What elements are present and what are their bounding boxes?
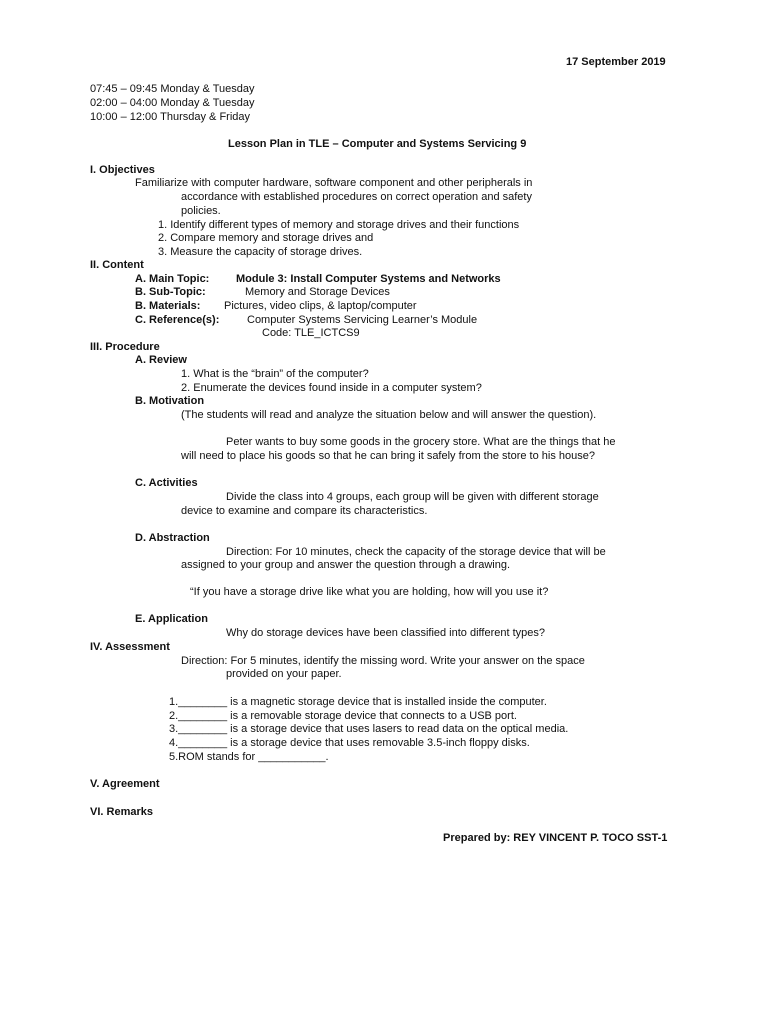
assessment-item: 2.________ is a removable storage device that connects to a USB port. [169,710,517,722]
review-item: 2. Enumerate the devices found inside in a computer system? [181,382,482,394]
schedule-line: 07:45 – 09:45 Monday & Tuesday [90,83,255,95]
agreement-heading: V. Agreement [90,778,160,790]
main-topic-label: A. Main Topic: [135,273,210,285]
objective-item: 3. Measure the capacity of storage drives. [158,246,363,258]
application-label: E. Application [135,613,208,625]
sub-topic-value: Memory and Storage Devices [245,286,390,298]
content-heading: II. Content [90,259,144,271]
objectives-intro: policies. [181,205,221,217]
materials-value: Pictures, video clips, & laptop/computer [224,300,417,312]
review-label: A. Review [135,354,187,366]
motivation-label: B. Motivation [135,395,205,407]
review-item: 1. What is the “brain” of the computer? [181,368,369,380]
assessment-item: 3.________ is a storage device that uses lasers to read data on the optical media. [169,723,569,735]
activities-label: C. Activities [135,477,198,489]
objectives-heading: I. Objectives [90,164,155,176]
activities-text: device to examine and compare its characteristics. [181,505,428,517]
reference-label: C. Reference(s): [135,314,220,326]
procedure-heading: III. Procedure [90,341,160,353]
assessment-direction: provided on your paper. [226,668,342,680]
assessment-item: 5.ROM stands for ___________. [169,751,329,763]
assessment-item: 1.________ is a magnetic storage device that is installed inside the computer. [169,696,547,708]
reference-code: Code: TLE_ICTCS9 [262,327,360,339]
assessment-direction: Direction: For 5 minutes, identify the missing word. Write your answer on the space [181,655,585,667]
schedule-line: 10:00 – 12:00 Thursday & Friday [90,111,251,123]
abstraction-text: assigned to your group and answer the question through a drawing. [181,559,510,571]
sub-topic-label: B. Sub-Topic: [135,286,206,298]
assessment-heading: IV. Assessment [90,641,170,653]
abstraction-question: “If you have a storage drive like what you are holding, how will you use it? [190,586,549,598]
remarks-heading: VI. Remarks [90,806,153,818]
prepared-by: Prepared by: REY VINCENT P. TOCO SST-1 [443,832,668,844]
objective-item: 2. Compare memory and storage drives and [158,232,374,244]
objective-item: 1. Identify different types of memory and storage drives and their functions [158,219,520,231]
motivation-story: Peter wants to buy some goods in the grocery store. What are the things that he [226,436,616,448]
application-text: Why do storage devices have been classified into different types? [226,627,545,639]
schedule-line: 02:00 – 04:00 Monday & Tuesday [90,97,255,109]
activities-text: Divide the class into 4 groups, each group will be given with different storage [226,491,599,503]
document-date: 17 September 2019 [566,56,666,68]
objectives-intro: Familiarize with computer hardware, software component and other peripherals in [135,177,533,189]
document-title: Lesson Plan in TLE – Computer and Systems Servicing 9 [228,138,527,150]
abstraction-text: Direction: For 10 minutes, check the capacity of the storage device that will be [226,546,606,558]
assessment-item: 4.________ is a storage device that uses removable 3.5-inch floppy disks. [169,737,530,749]
materials-label: B. Materials: [135,300,201,312]
main-topic-value: Module 3: Install Computer Systems and Networks [236,273,501,285]
objectives-intro: accordance with established procedures on correct operation and safety [181,191,532,203]
motivation-instruction: (The students will read and analyze the situation below and will answer the question). [181,409,597,421]
motivation-story: will need to place his goods so that he can bring it safely from the store to his house? [181,450,595,462]
reference-value: Computer Systems Servicing Learner’s Module [247,314,478,326]
abstraction-label: D. Abstraction [135,532,210,544]
